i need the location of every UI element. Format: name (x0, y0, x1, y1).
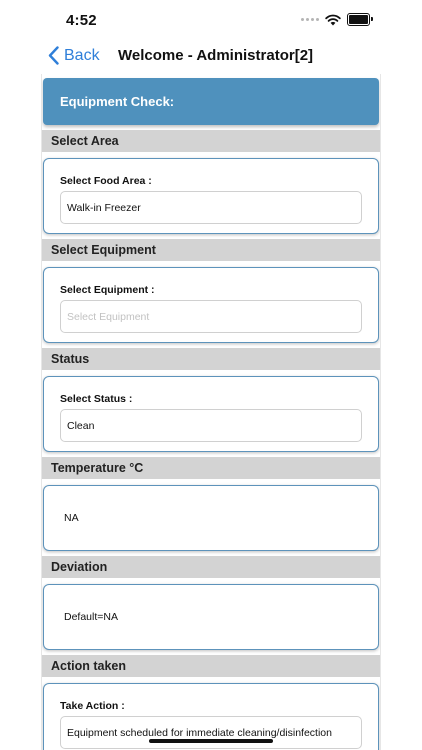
food-area-label: Select Food Area : (60, 175, 152, 187)
battery-icon (347, 13, 370, 26)
section-title-deviation: Deviation (42, 556, 380, 578)
status-bar (0, 0, 422, 40)
page-title: Welcome - Administrator[2] (118, 47, 314, 64)
status-label: Select Status : (60, 393, 133, 405)
status-time: 4:52 (66, 12, 97, 29)
cellular-signal-icon (301, 18, 319, 21)
wifi-icon (325, 14, 341, 26)
deviation-value: Default=NA (64, 611, 118, 623)
navigation-bar (0, 40, 422, 74)
section-title-temperature: Temperature °C (42, 457, 380, 479)
section-title-area: Select Area (42, 130, 380, 152)
section-title-equipment: Select Equipment (42, 239, 380, 261)
equipment-card (43, 267, 379, 343)
status-icons (301, 13, 370, 26)
section-title-action: Action taken (42, 655, 380, 677)
status-select[interactable]: Clean (60, 409, 362, 442)
back-button[interactable] (48, 46, 100, 65)
status-card (43, 376, 379, 452)
form-scroll-view[interactable] (41, 74, 381, 750)
food-area-card (43, 158, 379, 234)
equipment-select[interactable]: Select Equipment (60, 300, 362, 333)
chevron-left-icon (48, 46, 59, 65)
home-indicator (149, 739, 273, 743)
back-button-label: Back (64, 46, 100, 64)
section-title-status: Status (42, 348, 380, 370)
take-action-label: Take Action : (60, 700, 125, 712)
equipment-label: Select Equipment : (60, 284, 155, 296)
form-header (43, 78, 379, 125)
form-header-title: Equipment Check: (60, 94, 175, 109)
deviation-card[interactable] (43, 584, 379, 650)
food-area-select[interactable]: Walk-in Freezer (60, 191, 362, 224)
temperature-card[interactable] (43, 485, 379, 551)
temperature-value: NA (64, 512, 79, 524)
take-action-select[interactable]: Equipment scheduled for immediate cleaning/disinfection (60, 716, 362, 749)
